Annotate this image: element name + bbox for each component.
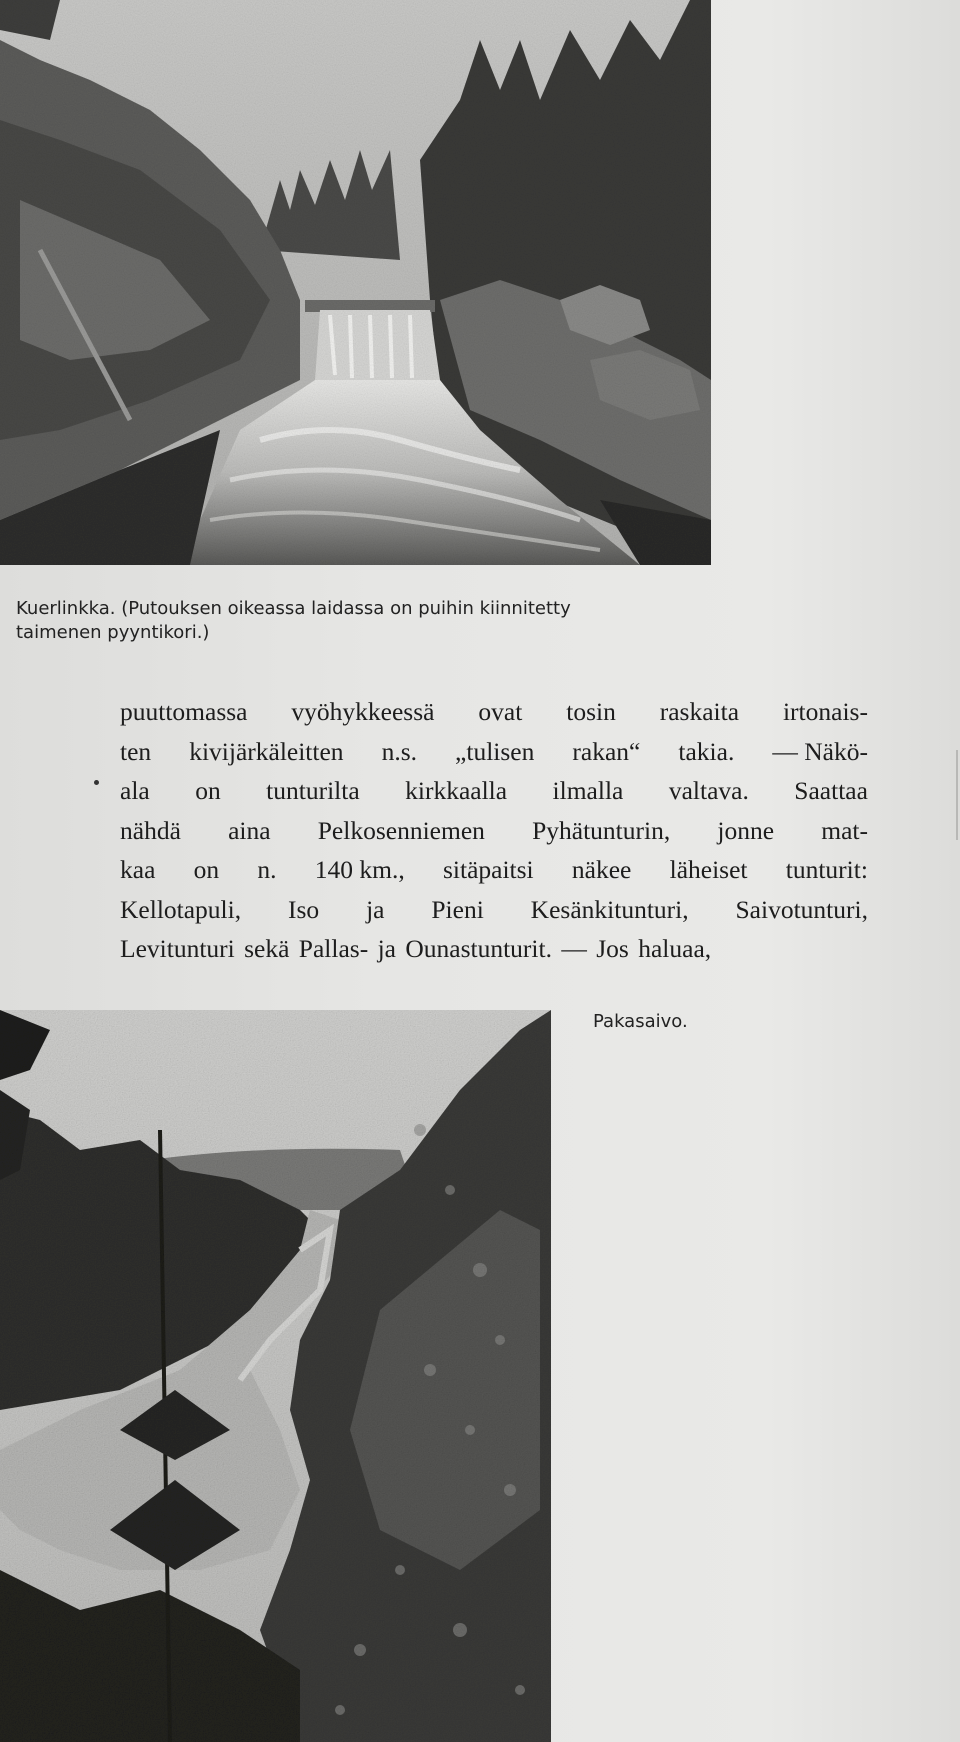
word: Saivotunturi, xyxy=(735,894,868,924)
top-photo-caption-line2: taimenen pyyntikori.) xyxy=(16,622,210,643)
text-line xyxy=(120,929,868,969)
text-line xyxy=(120,771,868,811)
word: n.s. xyxy=(381,736,418,766)
word: ala xyxy=(120,776,150,805)
word: tosin xyxy=(566,697,616,726)
word: — xyxy=(561,934,587,963)
word: ja xyxy=(377,934,396,963)
word: valtava. xyxy=(668,776,749,805)
margin-dot xyxy=(94,780,99,785)
word: ja xyxy=(366,894,385,924)
top-photo-caption-line1: Kuerlinkka. (Putouksen oikeassa laidassa on puihin kiinnitetty xyxy=(16,598,571,619)
word: sekä xyxy=(244,934,290,963)
word: haluaa, xyxy=(638,934,712,963)
word: Pallas- xyxy=(298,934,369,963)
waterfall-photo xyxy=(0,0,711,565)
word: Ounastunturit. xyxy=(405,934,552,963)
word: raskaita xyxy=(659,697,740,726)
word: kirkkaalla xyxy=(405,776,508,805)
text-line xyxy=(120,850,868,890)
word: ten xyxy=(120,736,152,766)
word: kaa xyxy=(120,855,156,884)
word: Saattaa xyxy=(794,776,868,805)
word: Kellotapuli, xyxy=(120,894,242,924)
word: Pyhätunturin, xyxy=(532,815,671,845)
word: vyöhykkeessä xyxy=(291,697,435,726)
word: mat- xyxy=(821,815,868,845)
word: kivijärkäleitten xyxy=(189,736,344,766)
top-photo-caption xyxy=(16,597,756,645)
word: rakan“ xyxy=(572,736,641,766)
word: „tulisen xyxy=(455,736,535,766)
word: tunturit: xyxy=(785,855,868,884)
word: Kesänkitunturi, xyxy=(530,894,689,924)
bottom-photo-caption: Pakasaivo. xyxy=(593,1011,688,1032)
word: 140 km., xyxy=(314,855,405,884)
word: nähdä xyxy=(120,815,181,845)
word: näkee xyxy=(571,855,632,884)
word: läheiset xyxy=(669,855,748,884)
word: tunturilta xyxy=(266,776,360,805)
word: puuttomassa xyxy=(120,697,248,726)
word: Levitunturi xyxy=(120,934,235,963)
text-line xyxy=(120,811,868,851)
word: irtonais- xyxy=(782,697,868,726)
text-line xyxy=(120,692,868,732)
text-line xyxy=(120,732,868,772)
word: Iso xyxy=(288,894,320,924)
word: on xyxy=(195,776,221,805)
word: — Näkö- xyxy=(772,736,868,766)
river-valley-photo xyxy=(0,1010,551,1742)
word: takia. xyxy=(678,736,735,766)
text-line xyxy=(120,890,868,930)
word: Jos xyxy=(596,934,629,963)
word: ovat xyxy=(478,697,523,726)
word: aina xyxy=(228,815,271,845)
word: Pieni xyxy=(431,894,484,924)
body-paragraph xyxy=(120,692,868,969)
word: jonne xyxy=(717,815,775,845)
word: on xyxy=(193,855,220,884)
word: ilmalla xyxy=(552,776,624,805)
page-edge-mark xyxy=(956,750,958,840)
word: Pelkosenniemen xyxy=(317,815,485,845)
word: sitäpaitsi xyxy=(442,855,534,884)
word: n. xyxy=(257,855,277,884)
